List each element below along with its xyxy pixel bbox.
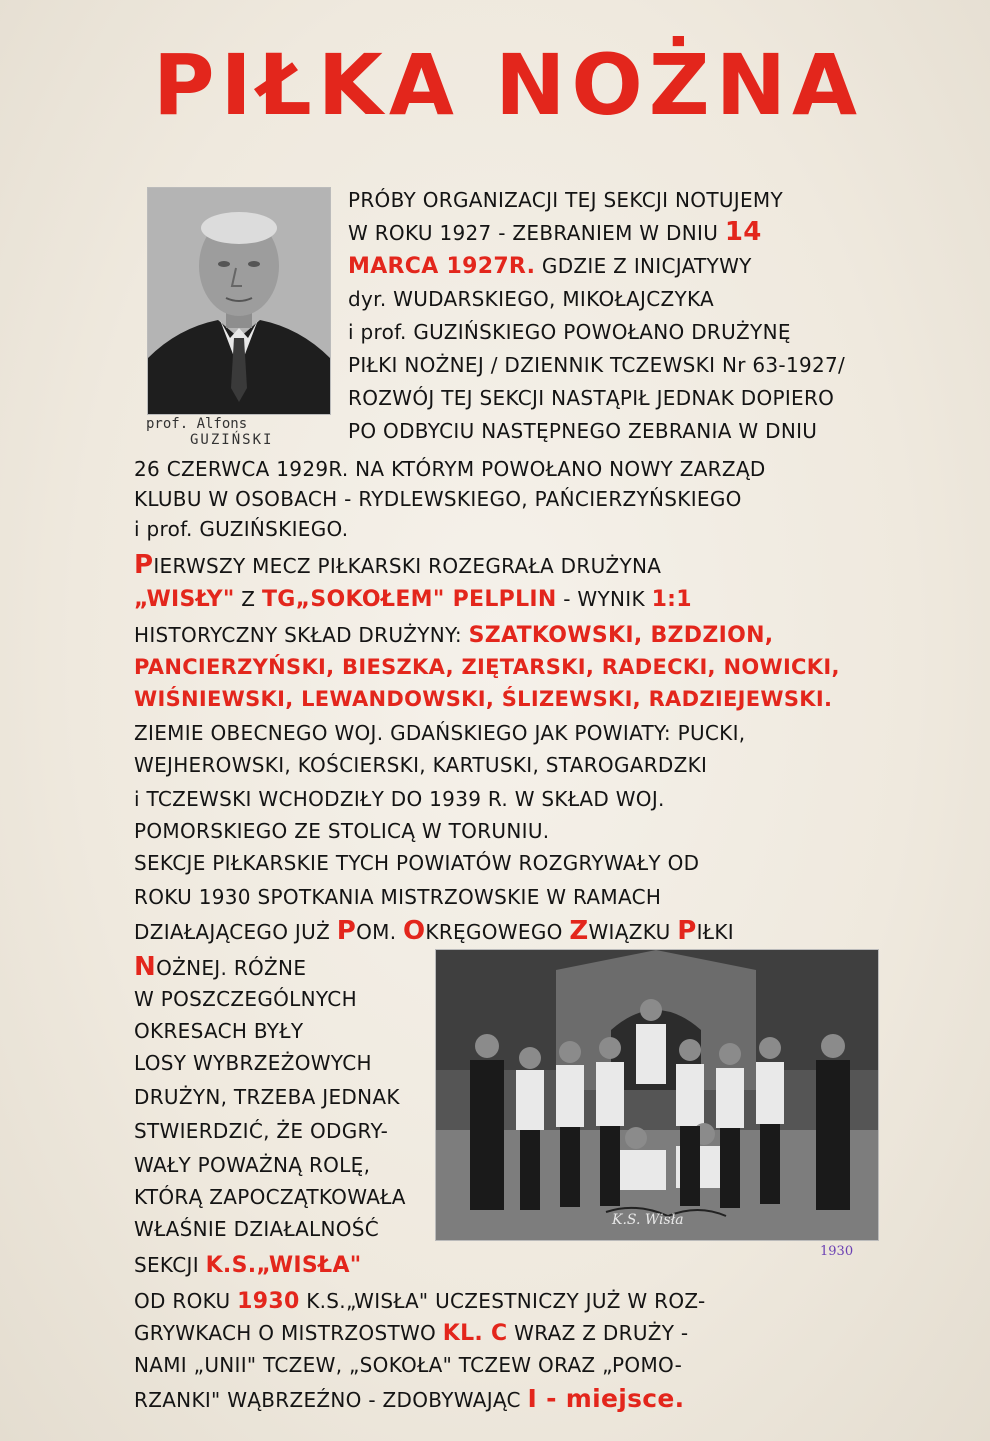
text-line-24: NOŻNEJ. RÓŻNE — [134, 952, 307, 982]
team-photo — [436, 950, 878, 1240]
text-line-11: i prof. GUZIŃSKIEGO. — [134, 517, 349, 541]
text-line-23: DZIAŁAJĄCEGO JUŻ POM. OKRĘGOWEGO ZWIĄZKU PIŁKI — [134, 916, 734, 946]
text-line-22: ROKU 1930 SPOTKANIA MISTRZOWSKIE W RAMACH — [134, 885, 662, 909]
text-line-30: WAŁY POWAŻNĄ ROLĘ, — [134, 1153, 371, 1177]
text-line-25: W POSZCZEGÓLNYCH — [134, 987, 357, 1011]
portrait-caption-line2: GUZIŃSKI — [190, 432, 274, 448]
text-line-20: POMORSKIEGO ZE STOLICĄ W TORUNIU. — [134, 819, 550, 843]
text-line-2: W ROKU 1927 - ZEBRANIEM W DNIU 14 — [348, 217, 762, 247]
text-line-13: „WISŁY" Z TG„SOKOŁEM" PELPLIN - WYNIK 1:1 — [134, 587, 692, 612]
text-line-29: STWIERDZIĆ, ŻE ODGRY- — [134, 1119, 389, 1143]
team-photo-year: 1930 — [820, 1244, 854, 1259]
text-line-34: OD ROKU 1930 K.S.„WISŁA" UCZESTNICZY JUŻ W ROZ- — [134, 1289, 706, 1314]
text-line-12: PIERWSZY MECZ PIŁKARSKI ROZEGRAŁA DRUŻYNA — [134, 550, 662, 580]
portrait-caption — [146, 414, 346, 454]
text-line-17: ZIEMIE OBECNEGO WOJ. GDAŃSKIEGO JAK POWIATY: PUCKI, — [134, 721, 746, 745]
portrait-image — [148, 188, 330, 414]
text-line-16: WIŚNIEWSKI, LEWANDOWSKI, ŚLIZEWSKI, RADZIEJEWSKI. — [134, 687, 833, 711]
text-line-36: NAMI „UNII" TCZEW, „SOKOŁA" TCZEW ORAZ „POMO- — [134, 1353, 683, 1377]
page-title: PIŁKA NOŻNA — [152, 36, 864, 134]
text-line-33: SEKCJI K.S.„WISŁA" — [134, 1253, 362, 1278]
text-line-15: PANCIERZYŃSKI, BIESZKA, ZIĘTARSKI, RADECKI, NOWICKI, — [134, 655, 840, 679]
text-line-28: DRUŻYN, TRZEBA JEDNAK — [134, 1085, 400, 1109]
text-line-4: dyr. WUDARSKIEGO, MIKOŁAJCZYKA — [348, 287, 715, 311]
text-line-31: KTÓRĄ ZAPOCZĄTKOWAŁA — [134, 1185, 406, 1209]
team-photo-image — [436, 950, 878, 1240]
text-line-26: OKRESACH BYŁY — [134, 1019, 304, 1043]
team-photo-signature: K.S. Wisła — [612, 1212, 684, 1228]
text-line-18: WEJHEROWSKI, KOŚCIERSKI, KARTUSKI, STAROGARDZKI — [134, 753, 708, 777]
text-line-9: 26 CZERWCA 1929R. NA KTÓRYM POWOŁANO NOWY ZARZĄD — [134, 457, 766, 481]
text-line-37: RZANKI" WĄBRZEŹNO - ZDOBYWAJĄC I - miejsce. — [134, 1384, 685, 1413]
text-line-14: HISTORYCZNY SKŁAD DRUŻYNY: SZATKOWSKI, BZDZION, — [134, 623, 774, 648]
portrait-photo — [148, 188, 330, 414]
text-line-1: PRÓBY ORGANIZACJI TEJ SEKCJI NOTUJEMY — [348, 188, 783, 212]
text-line-35: GRYWKACH O MISTRZOSTWO KL. C WRAZ Z DRUŻY - — [134, 1321, 689, 1346]
text-line-21: SEKCJE PIŁKARSKIE TYCH POWIATÓW ROZGRYWAŁY OD — [134, 851, 700, 875]
text-line-3: MARCA 1927R. GDZIE Z INICJATYWY — [348, 254, 752, 279]
text-line-10: KLUBU W OSOBACH - RYDLEWSKIEGO, PAŃCIERZYŃSKIEGO — [134, 487, 742, 511]
text-line-5: i prof. GUZIŃSKIEGO POWOŁANO DRUŻYNĘ — [348, 320, 791, 344]
text-line-32: WŁAŚNIE DZIAŁALNOŚĆ — [134, 1217, 380, 1241]
text-line-6: PIŁKI NOŻNEJ / DZIENNIK TCZEWSKI Nr 63-1927/ — [348, 353, 846, 377]
text-line-19: i TCZEWSKI WCHODZIŁY DO 1939 R. W SKŁAD WOJ. — [134, 787, 665, 811]
text-line-8: PO ODBYCIU NASTĘPNEGO ZEBRANIA W DNIU — [348, 419, 818, 443]
text-line-27: LOSY WYBRZEŻOWYCH — [134, 1051, 372, 1075]
text-line-7: ROZWÓJ TEJ SEKCJI NASTĄPIŁ JEDNAK DOPIERO — [348, 386, 835, 410]
portrait-caption-line1: prof. Alfons — [146, 416, 248, 432]
